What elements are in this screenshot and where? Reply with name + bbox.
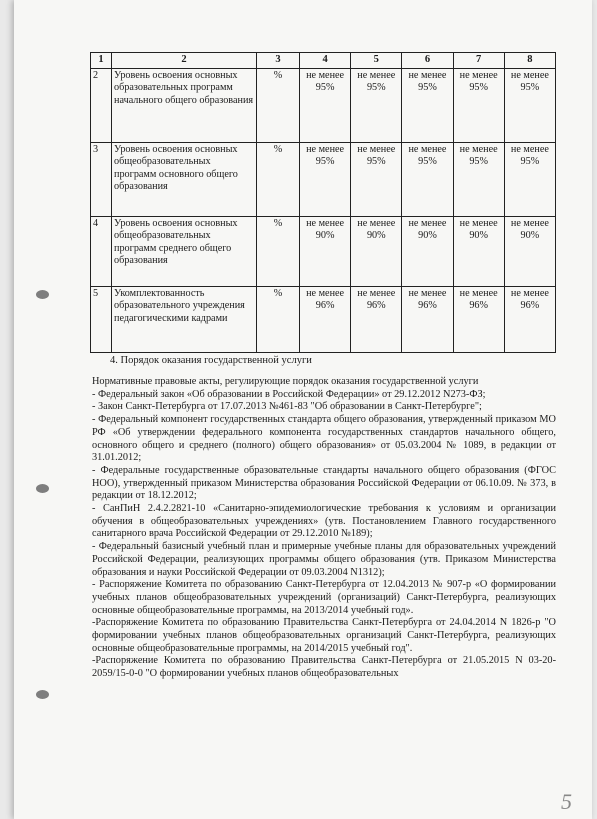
value-cell: не менее 96% — [402, 286, 453, 352]
value-cell: не менее 90% — [300, 216, 351, 286]
column-header: 8 — [504, 53, 555, 69]
value-cell: не менее 95% — [351, 68, 402, 142]
value-cell: не менее 95% — [504, 68, 555, 142]
value-cell: не менее 95% — [300, 68, 351, 142]
indicator-name: Укомплектованность образовательного учреждения педагогическими кадрами — [112, 286, 257, 352]
unit-cell: % — [257, 68, 300, 142]
paragraph: - Федеральный закон «Об образовании в Российской Федерации» от 29.12.2012 N273-ФЗ; — [92, 388, 486, 400]
value-cell: не менее 90% — [402, 216, 453, 286]
indicator-name: Уровень освоения основных образовательных программ начального общего образования — [112, 68, 257, 142]
table-row — [91, 68, 556, 142]
column-header: 1 — [91, 53, 112, 69]
row-number: 4 — [91, 216, 112, 286]
paragraph: Нормативные правовые акты, регулирующие порядок оказания государственной услуги — [92, 376, 479, 387]
table-row — [91, 142, 556, 216]
punch-hole — [36, 484, 49, 493]
value-cell: не менее 95% — [504, 142, 555, 216]
paragraph: - Закон Санкт-Петербурга от 17.07.2013 №461-83 "Об образовании в Санкт-Петербурге"; — [92, 401, 482, 413]
indicators-table — [90, 52, 556, 353]
value-cell: не менее 95% — [300, 142, 351, 216]
value-cell: не менее 90% — [453, 216, 504, 286]
indicator-name: Уровень освоения основных общеобразовательных программ основного общего образования — [112, 142, 257, 216]
row-number: 2 — [91, 68, 112, 142]
value-cell: не менее 90% — [351, 216, 402, 286]
punch-hole — [36, 290, 49, 299]
unit-cell: % — [257, 286, 300, 352]
paragraph: - Федеральные государственные образовательные стандарты начального общего образования (ФГОС НОО), утвержденный приказом Министерства образования Российской Федерации от 06.10.09. № 373, в редакции от 18.12.2012; — [92, 464, 556, 502]
value-cell: не менее 96% — [300, 286, 351, 352]
paragraph: - СанПиН 2.4.2.2821-10 «Санитарно-эпидемиологические требования к условиям и организации обучения в общеобразовательных учреждениях» (утв. Постановлением Главного государственного санитарного врача Российской Федерации от 29.12.2010 №189); — [92, 503, 556, 540]
page-number: 5 — [561, 789, 572, 814]
table-row — [91, 216, 556, 286]
column-header: 4 — [300, 53, 351, 69]
table-row — [91, 286, 556, 352]
column-header: 6 — [402, 53, 453, 69]
column-header: 3 — [257, 53, 300, 69]
column-header: 7 — [453, 53, 504, 69]
paragraph: - Федеральный компонент государственных стандарта общего образования, утвержденный приказом МО РФ «Об утверждении федерального компонента государственных стандартов начального общего, основного общего и среднего (полного) общего образования» от 05.03.2004 № 1089, в редакции от 31.01.2012; — [92, 414, 556, 464]
regulations-text — [92, 376, 556, 681]
unit-cell: % — [257, 142, 300, 216]
value-cell: не менее 95% — [453, 68, 504, 142]
paragraph: -Распоряжение Комитета по образованию Правительства Санкт-Петербурга от 21.05.2015 N 03-20-2059/15-0-0 "О формировании учебных планов общеобразовательных — [92, 655, 556, 680]
row-number: 5 — [91, 286, 112, 352]
value-cell: не менее 95% — [402, 142, 453, 216]
value-cell: не менее 95% — [453, 142, 504, 216]
value-cell: не менее 96% — [453, 286, 504, 352]
paragraph: - Распоряжение Комитета по образованию Санкт-Петербурга от 12.04.2013 № 907-р «О формировании учебных планов общеобразовательных учреждений (организаций) Санкт-Петербурга, реализующих основные общеобразовательные программы, на 2013/2014 учебный год». — [92, 579, 556, 616]
paragraph: - Федеральный базисный учебный план и примерные учебные планы для образовательных учреждений Российской Федерации, реализующих программы общего образования (утв. Приказом Министерства образования и науки Российской Федерации от 09.03.2004 N1312); — [92, 541, 556, 578]
value-cell: не менее 96% — [504, 286, 555, 352]
column-header: 2 — [112, 53, 257, 69]
value-cell: не менее 90% — [504, 216, 555, 286]
unit-cell: % — [257, 216, 300, 286]
indicator-name: Уровень освоения основных общеобразовательных программ среднего общего образования — [112, 216, 257, 286]
paragraph: -Распоряжение Комитета по образованию Правительства Санкт-Петербурга от 24.04.2014 N 1826-р "О формировании учебных планов общеобразовательных организаций Санкт-Петербурга, реализующих основные общеобразовательные программы, на 2014/2015 учебный год". — [92, 617, 556, 654]
punch-hole — [36, 690, 49, 699]
table-header-row — [91, 53, 556, 69]
value-cell: не менее 95% — [402, 68, 453, 142]
column-header: 5 — [351, 53, 402, 69]
value-cell: не менее 96% — [351, 286, 402, 352]
value-cell: не менее 95% — [351, 142, 402, 216]
section-title: 4. Порядок оказания государственной услуги — [110, 355, 312, 366]
row-number: 3 — [91, 142, 112, 216]
